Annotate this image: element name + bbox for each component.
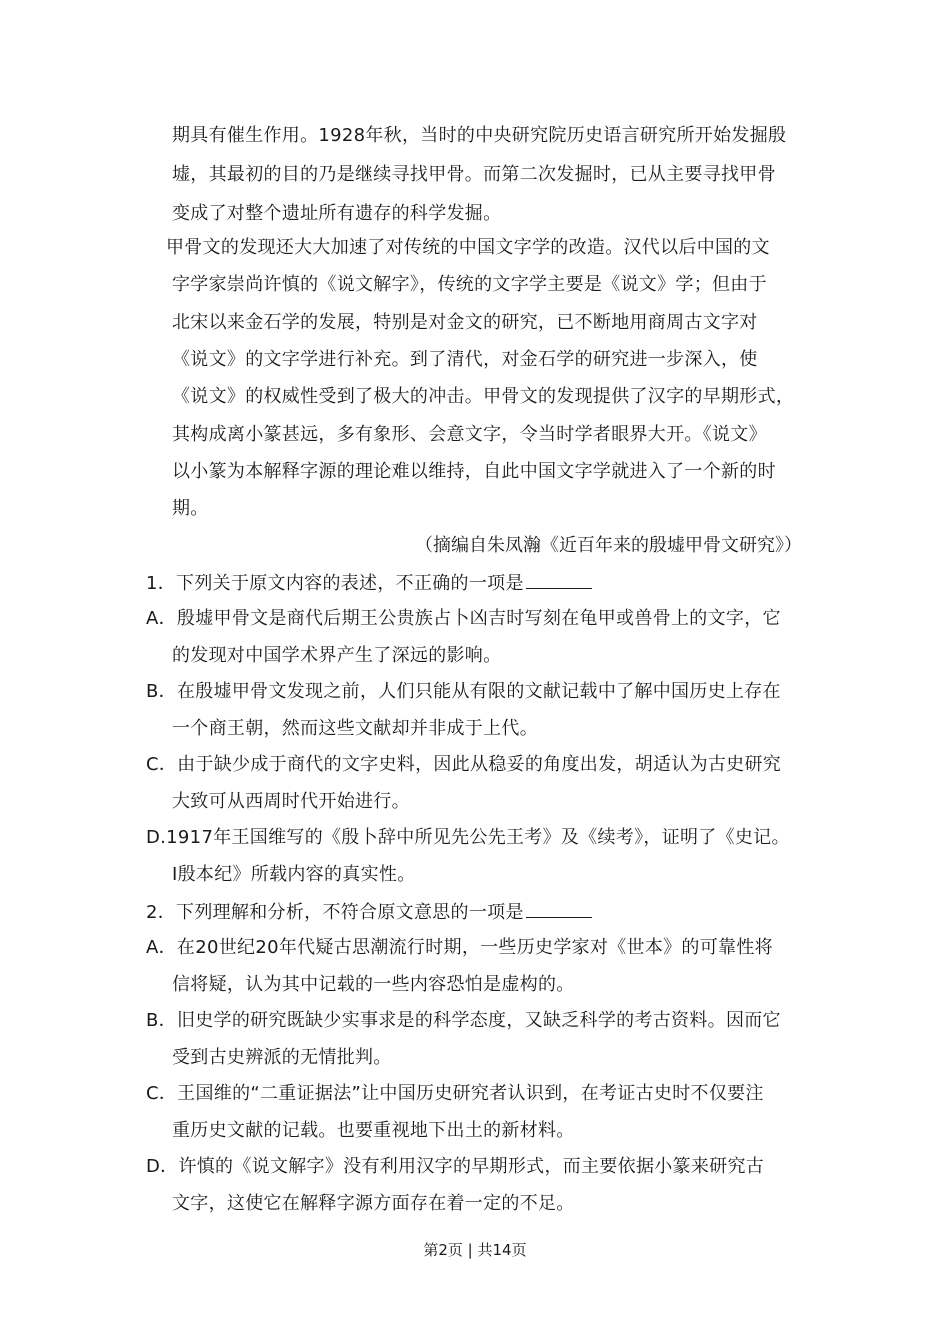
page-footer: 第2页 | 共14页 [423,1241,527,1259]
question-2-option-d-line-1: D．许慎的《说文解字》没有利用汉字的早期形式，而主要依据小篆来研究古 [146,1156,765,1177]
question-1-option-c-line-2: 大致可从西周时代开始进行。 [172,791,410,812]
paragraph-1-line-3: 变成了对整个遗址所有遗存的科学发掘。 [172,203,502,224]
question-2-option-c-line-2: 重历史文献的记载。也要重视地下出土的新材料。 [172,1120,575,1141]
question-2-option-a-line-1: A．在20世纪20年代疑古思潮流行时期，一些历史学家对《世本》的可靠性将 [146,937,773,958]
question-1-option-c-line-1: C．由于缺少成于商代的文字史料，因此从稳妥的角度出发，胡适认为古史研究 [146,754,782,775]
paragraph-1-line-2: 墟，其最初的目的乃是继续寻找甲骨。而第二次发掘时，已从主要寻找甲骨 [172,164,776,185]
paragraph-2-line-5: 《说文》的权威性受到了极大的冲击。甲骨文的发现提供了汉字的早期形式， [172,386,795,407]
paragraph-2-line-3: 北宋以来金石学的发展，特别是对金文的研究，已不断地用商周古文字对 [172,312,758,333]
question-2-stem [146,899,592,925]
answer-blank [526,570,592,589]
paragraph-2-line-1: 甲骨文的发现还大大加速了对传统的中国文字学的改造。汉代以后中国的文 [166,237,770,258]
paragraph-2-line-6: 其构成离小篆甚远，多有象形、会意文字，令当时学者眼界大开。《说文》 [172,424,767,445]
question-2-option-a-line-2: 信将疑，认为其中记载的一些内容恐怕是虚构的。 [172,974,575,995]
question-1-stem [146,570,592,596]
question-1-option-d-line-2: I殷本纪》所载内容的真实性。 [172,864,416,885]
source-attribution: （摘编自朱凤瀚《近百年来的殷墟甲骨文研究》） [415,535,802,556]
paragraph-2-line-4: 《说文》的文字学进行补充。到了清代，对金石学的研究进一步深入，使 [172,349,758,370]
answer-blank [526,899,592,918]
paragraph-2-line-7: 以小篆为本解释字源的理论难以维持，自此中国文字学就进入了一个新的时 [172,461,776,482]
question-1-option-a-line-1: A．殷墟甲骨文是商代后期王公贵族占卜凶吉时写刻在龟甲或兽骨上的文字，它 [146,608,781,629]
question-2-option-b-line-1: B．旧史学的研究既缺少实事求是的科学态度，又缺乏科学的考古资料。因而它 [146,1010,781,1031]
paragraph-2-line-2: 字学家崇尚许慎的《说文解字》，传统的文字学主要是《说文》学；但由于 [172,274,767,295]
question-1-option-b-line-1: B．在殷墟甲骨文发现之前，人们只能从有限的文献记载中了解中国历史上存在 [146,681,781,702]
question-2-option-c-line-1: C．王国维的“二重证据法”让中国历史研究者认识到，在考证古史时不仅要注 [146,1083,764,1104]
question-1-option-b-line-2: 一个商王朝，然而这些文献却并非成于上代。 [172,718,538,739]
paragraph-2-line-8: 期。 [172,498,209,519]
question-1-option-a-line-2: 的发现对中国学术界产生了深远的影响。 [172,645,502,666]
question-2-option-d-line-2: 文字，这使它在解释字源方面存在着一定的不足。 [172,1193,575,1214]
question-2-option-b-line-2: 受到古史辨派的无情批判。 [172,1047,392,1068]
paragraph-1-line-1: 期具有催生作用。1928年秋，当时的中央研究院历史语言研究所开始发掘殷 [172,125,787,146]
question-1-text: 1．下列关于原文内容的表述，不正确的一项是 [146,573,524,594]
question-2-text: 2．下列理解和分析，不符合原文意思的一项是 [146,902,524,923]
question-1-option-d-line-1: D.1917年王国维写的《殷卜辞中所见先公先王考》及《续考》，证明了《史记。 [146,827,790,848]
